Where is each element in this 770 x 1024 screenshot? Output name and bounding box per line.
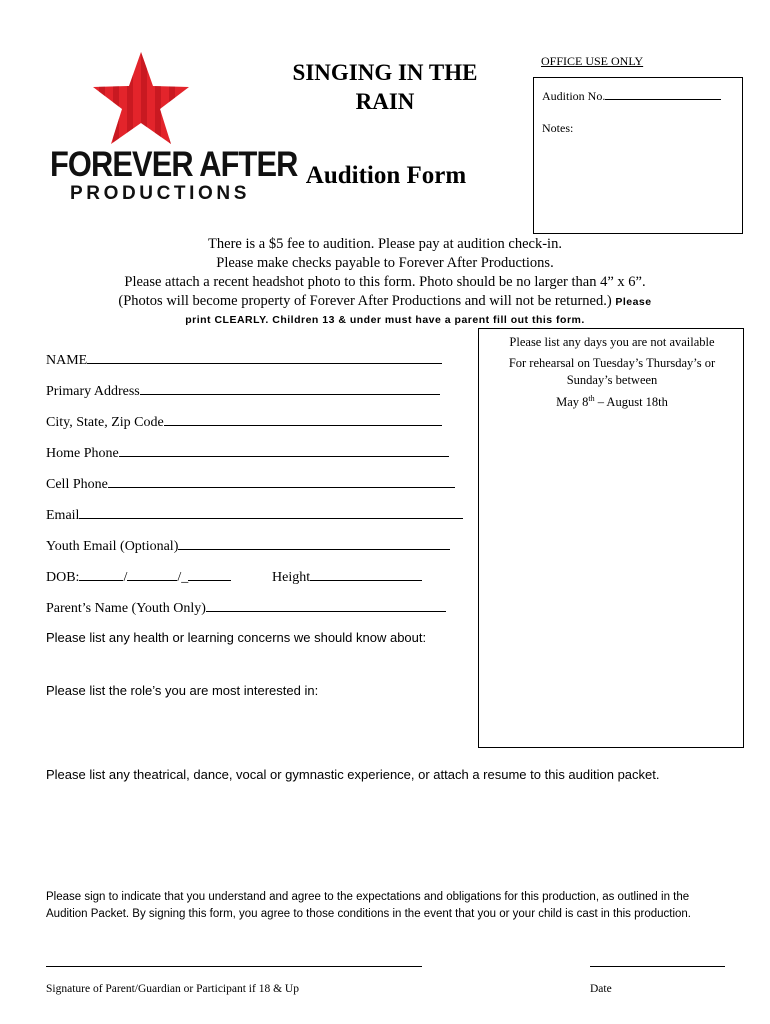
- logo-name-line2: PRODUCTIONS: [70, 183, 250, 204]
- youth-email-label: Youth Email (Optional): [46, 539, 179, 554]
- star-icon: [89, 50, 193, 146]
- date-label: Date: [590, 983, 612, 995]
- availability-line1: Please list any days you are not available: [509, 335, 715, 349]
- audition-number-field[interactable]: [542, 88, 721, 104]
- primary-address-label: Primary Address: [46, 384, 140, 399]
- availability-line4: May 8th – August 18th: [556, 393, 668, 409]
- height-field[interactable]: [272, 568, 422, 586]
- health-concerns-question: Please list any health or learning concerns we should know about:: [46, 630, 427, 645]
- availability-line3: Sunday’s between: [566, 373, 658, 387]
- instruction-checks: Please make checks payable to Forever After Productions.: [216, 255, 554, 271]
- height-label: Height: [272, 570, 311, 585]
- availability-instructions: [482, 334, 742, 411]
- city-state-zip-label: City, State, Zip Code: [46, 415, 164, 430]
- roles-question: Please list the role’s you are most interested in:: [46, 683, 319, 698]
- cell-phone-field[interactable]: [46, 475, 455, 493]
- instruction-please: Please: [615, 296, 652, 308]
- instruction-photo-property: [40, 293, 730, 310]
- logo-name-line1: FOREVER AFTER: [50, 145, 298, 184]
- email-field[interactable]: [46, 506, 463, 524]
- instruction-fee: There is a $5 fee to audition. Please pay at audition check-in.: [208, 236, 562, 252]
- dob-label: DOB:: [46, 570, 80, 585]
- signature-line[interactable]: [46, 966, 422, 967]
- name-field[interactable]: [46, 351, 442, 369]
- signature-label: Signature of Parent/Guardian or Participant if 18 & Up: [46, 983, 299, 995]
- show-title: SINGING IN THE RAIN: [292, 60, 478, 114]
- primary-address-field[interactable]: [46, 382, 440, 400]
- parent-name-field[interactable]: [46, 599, 446, 617]
- notes-label: Notes:: [542, 121, 574, 135]
- date-line[interactable]: [590, 966, 725, 967]
- youth-email-field[interactable]: [46, 537, 450, 555]
- parent-name-label: Parent’s Name (Youth Only): [46, 601, 206, 616]
- dob-field[interactable]: DOB: / /_: [46, 568, 231, 586]
- company-logo: [44, 48, 298, 208]
- office-use-label: OFFICE USE ONLY: [541, 54, 644, 68]
- email-label: Email: [46, 508, 80, 523]
- city-state-zip-field[interactable]: [46, 413, 442, 431]
- form-title: Audition Form: [305, 162, 467, 189]
- cell-phone-label: Cell Phone: [46, 477, 108, 492]
- instruction-photo-property-text: (Photos will become property of Forever After Productions and will not be returned.): [118, 293, 612, 309]
- home-phone-field[interactable]: [46, 444, 449, 462]
- home-phone-label: Home Phone: [46, 446, 119, 461]
- instruction-photo: Please attach a recent headshot photo to this form. Photo should be no larger than 4” x 6”.: [124, 274, 646, 290]
- audition-number-label: Audition No.: [542, 89, 606, 103]
- availability-line2: For rehearsal on Tuesday’s Thursday’s or: [508, 355, 716, 370]
- name-label: NAME: [46, 353, 88, 368]
- experience-question: Please list any theatrical, dance, vocal or gymnastic experience, or attach a resume to this audition packet.: [46, 767, 660, 782]
- agreement-text: Please sign to indicate that you understand and agree to the expectations and obligations for this production, as outlined in the Audition Packet. By signing this form, you agree to those conditions in the event that you or your child is cast in this production.: [46, 891, 691, 920]
- instruction-print-clearly: print CLEARLY. Children 13 & under must have a parent fill out this form.: [185, 314, 585, 326]
